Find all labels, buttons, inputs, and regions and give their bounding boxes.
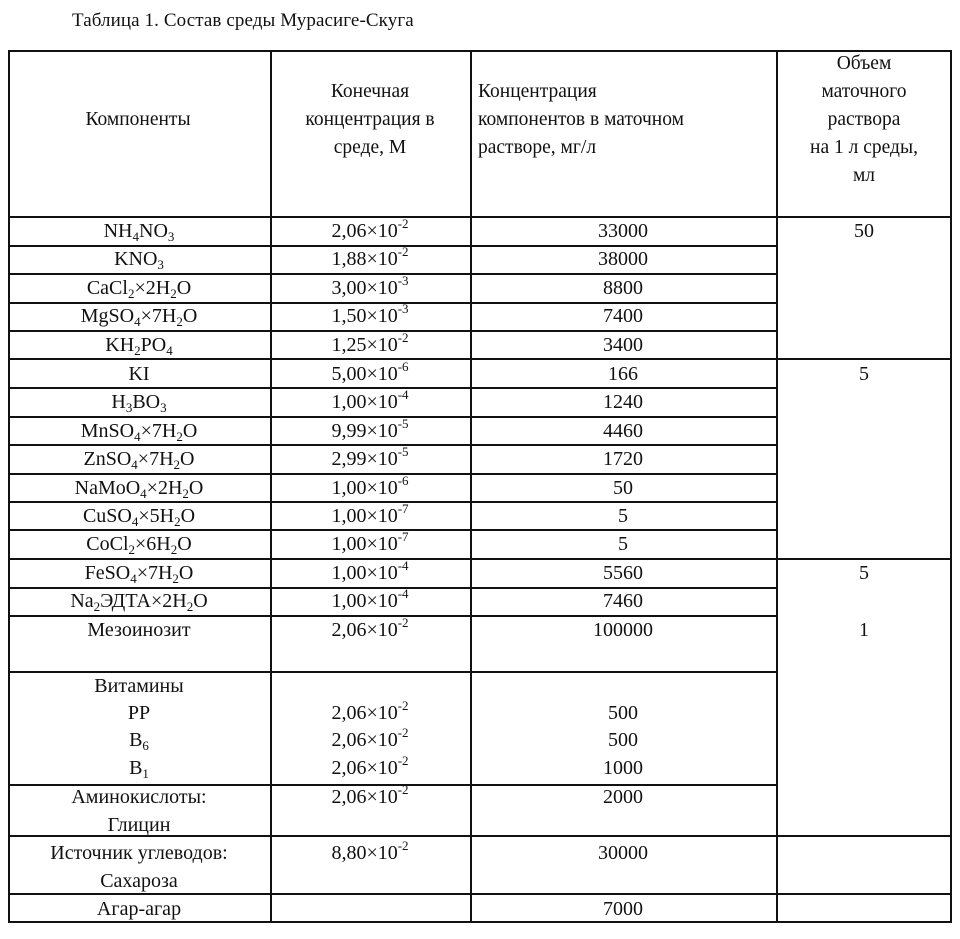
stock-concentration: 100000 bbox=[593, 619, 653, 641]
component-name: $CoCl_2\times 6H_2O$ bbox=[86, 533, 192, 557]
stock-concentration: 38000 bbox=[598, 248, 648, 270]
component-name: $B_1$ bbox=[129, 757, 149, 781]
header-final-concentration: Конечная концентрация в среде, М bbox=[305, 81, 435, 158]
grid-line-horizontal bbox=[8, 245, 776, 247]
final-concentration: $5,00\times 10^{-6}$ bbox=[331, 359, 409, 385]
grid-line-vertical bbox=[470, 50, 472, 923]
grid-line-vertical bbox=[950, 50, 952, 923]
component-name: $KNO_3$ bbox=[114, 248, 164, 272]
stock-concentration: 7000 bbox=[603, 898, 643, 920]
component-name: KI bbox=[128, 363, 150, 385]
component-name: $Na_2ЭДТА\times 2H_2O$ bbox=[70, 590, 208, 614]
grid-line-horizontal bbox=[8, 921, 952, 923]
component-name: $NH_4NO_3$ bbox=[103, 220, 175, 244]
stock-concentration: 2000 bbox=[603, 786, 643, 808]
final-concentration: $2,99\times 10^{-5}$ bbox=[331, 444, 409, 470]
volume-group-micro: 5 bbox=[859, 363, 869, 385]
final-concentration: $2,06\times 10^{-2}$ bbox=[331, 216, 409, 242]
grid-line-horizontal bbox=[8, 893, 952, 895]
grid-line-vertical bbox=[270, 50, 272, 923]
volume-group-macro: 50 bbox=[854, 220, 874, 242]
grid-line-horizontal bbox=[8, 273, 776, 275]
ms-medium-table bbox=[8, 50, 952, 923]
grid-line-horizontal bbox=[8, 671, 776, 673]
stock-concentration: 1720 bbox=[603, 448, 643, 470]
header-components: Компоненты bbox=[85, 109, 191, 130]
grid-line-horizontal bbox=[8, 784, 776, 786]
stock-concentration: 30000 bbox=[598, 842, 648, 864]
volume-group-organic: 1 bbox=[859, 619, 869, 641]
final-concentration: $1,88\times 10^{-2}$ bbox=[331, 244, 409, 270]
final-concentration: $2,06\times 10^{-2}$ bbox=[331, 698, 409, 724]
final-concentration: $1,00\times 10^{-4}$ bbox=[331, 387, 409, 413]
stock-concentration: 8800 bbox=[603, 277, 643, 299]
final-concentration: $1,25\times 10^{-2}$ bbox=[331, 330, 409, 356]
stock-concentration: 50 bbox=[613, 477, 633, 499]
stock-concentration: 1240 bbox=[603, 391, 643, 413]
grid-line-horizontal bbox=[8, 558, 952, 560]
grid-line-horizontal bbox=[8, 330, 776, 332]
final-concentration: $2,06\times 10^{-2}$ bbox=[331, 725, 409, 751]
final-concentration: $3,00\times 10^{-3}$ bbox=[331, 273, 409, 299]
component-name: Витамины bbox=[94, 675, 184, 697]
header-stock-volume: Объем маточного раствора на 1 л среды, мл bbox=[810, 53, 918, 186]
stock-concentration: 1000 bbox=[603, 757, 643, 779]
volume-group-iron: 5 bbox=[859, 562, 869, 584]
component-name: $CaCl_2\times 2H_2O$ bbox=[86, 277, 192, 301]
stock-concentration: 3400 bbox=[603, 334, 643, 356]
grid-line-vertical bbox=[8, 50, 10, 923]
component-name: Агар-агар bbox=[96, 898, 182, 920]
grid-line-horizontal bbox=[8, 387, 776, 389]
final-concentration: $9,99\times 10^{-5}$ bbox=[331, 416, 409, 442]
stock-concentration: 33000 bbox=[598, 220, 648, 242]
grid-line-horizontal bbox=[8, 529, 776, 531]
component-name: $H_3BO_3$ bbox=[111, 391, 167, 415]
final-concentration: $1,00\times 10^{-7}$ bbox=[331, 529, 409, 555]
stock-concentration: 5 bbox=[618, 505, 628, 527]
grid-line-horizontal bbox=[8, 587, 776, 589]
final-concentration: $1,00\times 10^{-4}$ bbox=[331, 586, 409, 612]
grid-line-horizontal bbox=[8, 216, 952, 218]
component-name: $MnSO_4\times 7H_2O$ bbox=[80, 420, 198, 444]
final-concentration: $1,50\times 10^{-3}$ bbox=[331, 301, 409, 327]
component-name: Глицин bbox=[107, 814, 171, 836]
final-concentration: $1,00\times 10^{-6}$ bbox=[331, 473, 409, 499]
stock-concentration: 500 bbox=[608, 702, 638, 724]
final-concentration: $8,80\times 10^{-2}$ bbox=[331, 838, 409, 864]
component-name: $NaMoO_4\times 2H_2O$ bbox=[74, 477, 204, 501]
final-concentration: $1,00\times 10^{-4}$ bbox=[331, 558, 409, 584]
component-name: $ZnSO_4\times 7H_2O$ bbox=[83, 448, 195, 472]
component-name: Аминокислоты: bbox=[71, 786, 207, 808]
stock-concentration: 166 bbox=[608, 363, 638, 385]
component-name: $MgSO_4\times 7H_2O$ bbox=[80, 305, 198, 329]
stock-concentration: 7400 bbox=[603, 305, 643, 327]
grid-line-horizontal bbox=[8, 835, 952, 837]
component-name: Сахароза bbox=[100, 870, 178, 892]
component-name: $B_6$ bbox=[129, 729, 149, 753]
component-name: PP bbox=[127, 702, 151, 724]
stock-concentration: 7460 bbox=[603, 590, 643, 612]
stock-concentration: 500 bbox=[608, 729, 638, 751]
component-name: $FeSO_4\times 7H_2O$ bbox=[84, 562, 194, 586]
grid-line-horizontal bbox=[8, 50, 952, 52]
grid-line-horizontal bbox=[8, 473, 776, 475]
final-concentration: $2,06\times 10^{-2}$ bbox=[331, 782, 409, 808]
final-concentration: $1,00\times 10^{-7}$ bbox=[331, 501, 409, 527]
stock-concentration: 5 bbox=[618, 533, 628, 555]
grid-line-vertical bbox=[776, 50, 778, 923]
final-concentration: $2,06\times 10^{-2}$ bbox=[331, 753, 409, 779]
header-stock-concentration: Концентрация компонентов в маточном растворе, мг/л bbox=[478, 81, 684, 158]
grid-line-horizontal bbox=[8, 501, 776, 503]
grid-line-horizontal bbox=[8, 358, 952, 360]
component-name: Источник углеводов: bbox=[50, 842, 228, 864]
grid-line-horizontal bbox=[8, 416, 776, 418]
grid-line-horizontal bbox=[8, 615, 776, 617]
stock-concentration: 4460 bbox=[603, 420, 643, 442]
component-name: Мезоинозит bbox=[87, 619, 191, 641]
table-caption: Таблица 1. Состав среды Мурасиге-Скуга bbox=[72, 10, 414, 31]
component-name: $CuSO_4\times 5H_2O$ bbox=[82, 505, 196, 529]
component-name: $KH_2PO_4$ bbox=[105, 334, 173, 358]
grid-line-horizontal bbox=[8, 302, 776, 304]
stock-concentration: 5560 bbox=[603, 562, 643, 584]
final-concentration: $2,06\times 10^{-2}$ bbox=[331, 615, 409, 641]
grid-line-horizontal bbox=[8, 444, 776, 446]
